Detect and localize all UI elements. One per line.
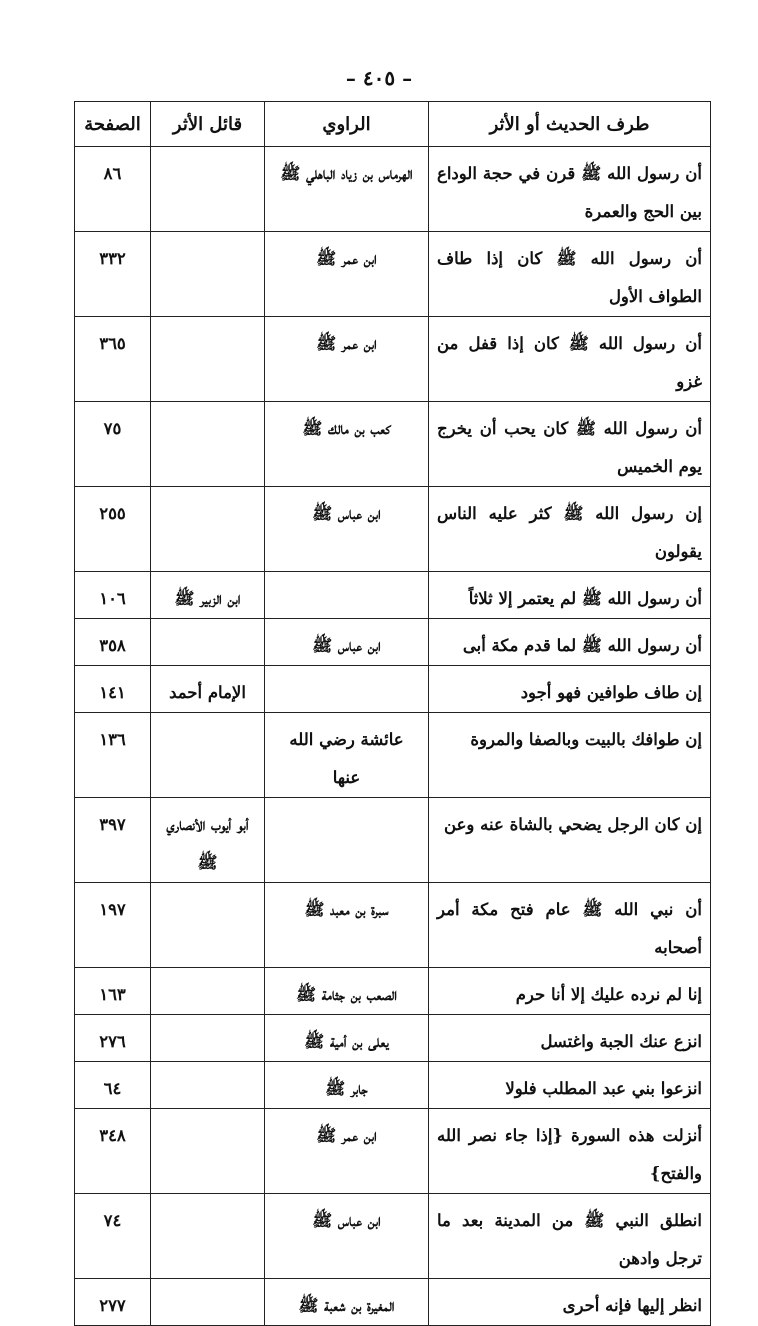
narrator-cell: المغيرة بن شعبة ﷺ — [265, 1279, 429, 1326]
hadith-text: أنزلت هذه السورة {إذا جاء نصر الله والفتح} — [429, 1109, 711, 1194]
hadith-text: إن رسول الله ﷺ كثر عليه الناس يقولون — [429, 487, 711, 572]
narrator-cell: كعب بن مالك ﷺ — [265, 402, 429, 487]
sayer-cell — [151, 1194, 265, 1279]
page-ref-cell: ٣٥٨ — [75, 619, 151, 666]
sayer-cell — [151, 1279, 265, 1326]
narrator-cell: ابن عباس ﷺ — [265, 1194, 429, 1279]
hadith-text: انزع عنك الجبة واغتسل — [429, 1015, 711, 1062]
table-row — [75, 666, 711, 713]
sayer-cell — [151, 232, 265, 317]
narrator-cell: جابر ﷺ — [265, 1062, 429, 1109]
table-row — [75, 883, 711, 968]
narrator-cell: ابن عباس ﷺ — [265, 487, 429, 572]
narrator-cell: ابن عمر ﷺ — [265, 317, 429, 402]
table-row — [75, 1194, 711, 1279]
hadith-index-table — [74, 101, 711, 1326]
table-row — [75, 1109, 711, 1194]
page-ref-cell: ٢٧٧ — [75, 1279, 151, 1326]
page-ref-cell: ٣٤٨ — [75, 1109, 151, 1194]
narrator-cell: ابن عمر ﷺ — [265, 1109, 429, 1194]
table-row — [75, 487, 711, 572]
hadith-text: أن رسول الله ﷺ لم يعتمر إلا ثلاثاً — [429, 572, 711, 619]
hadith-text: إن طوافك بالبيت وبالصفا والمروة — [429, 713, 711, 798]
sayer-cell — [151, 402, 265, 487]
table-row — [75, 1062, 711, 1109]
narrator-cell: سبرة بن معبد ﷺ — [265, 883, 429, 968]
page-ref-cell: ١٣٦ — [75, 713, 151, 798]
hadith-text: أن رسول الله ﷺ كان إذا قفل من غزو — [429, 317, 711, 402]
narrator-cell — [265, 666, 429, 713]
narrator-cell: يعلى بن أمية ﷺ — [265, 1015, 429, 1062]
table-row — [75, 147, 711, 232]
sayer-cell: ابن الزبير ﷺ — [151, 572, 265, 619]
page-ref-cell: ٦٤ — [75, 1062, 151, 1109]
page-ref-cell: ١٤١ — [75, 666, 151, 713]
sayer-cell — [151, 147, 265, 232]
narrator-cell: ابن عباس ﷺ — [265, 619, 429, 666]
page-ref-cell: ٨٦ — [75, 147, 151, 232]
sayer-cell — [151, 1062, 265, 1109]
sayer-cell — [151, 713, 265, 798]
table-row — [75, 1015, 711, 1062]
sayer-cell — [151, 619, 265, 666]
hadith-text: إن كان الرجل يضحي بالشاة عنه وعن — [429, 798, 711, 883]
page-ref-cell: ٣٩٧ — [75, 798, 151, 883]
sayer-cell — [151, 1109, 265, 1194]
hadith-text: انزعوا بني عبد المطلب فلولا — [429, 1062, 711, 1109]
sayer-cell — [151, 1015, 265, 1062]
sayer-cell — [151, 968, 265, 1015]
narrator-cell: الصعب بن جثامة ﷺ — [265, 968, 429, 1015]
sayer-cell: أبو أيوب الأنصاري ﷺ — [151, 798, 265, 883]
page-ref-cell: ٣٣٢ — [75, 232, 151, 317]
page-ref-cell: ٢٥٥ — [75, 487, 151, 572]
sayer-cell — [151, 317, 265, 402]
page-ref-cell: ١٦٣ — [75, 968, 151, 1015]
header-narrator: الراوي — [265, 102, 429, 147]
hadith-text: أن رسول الله ﷺ كان يحب أن يخرج يوم الخميس — [429, 402, 711, 487]
header-sayer: قائل الأثر — [151, 102, 265, 147]
page-ref-cell: ١٩٧ — [75, 883, 151, 968]
header-row — [75, 102, 711, 147]
page-ref-cell: ١٠٦ — [75, 572, 151, 619]
page-ref-cell: ٧٤ — [75, 1194, 151, 1279]
hadith-text: أن رسول الله ﷺ لما قدم مكة أبى — [429, 619, 711, 666]
hadith-text: إنا لم نرده عليك إلا أنا حرم — [429, 968, 711, 1015]
narrator-cell: عائشة رضي الله عنها — [265, 713, 429, 798]
hadith-text: أن رسول الله ﷺ كان إذا طاف الطواف الأول — [429, 232, 711, 317]
sayer-cell — [151, 883, 265, 968]
hadith-text: إن طاف طوافين فهو أجود — [429, 666, 711, 713]
narrator-cell — [265, 572, 429, 619]
table-row — [75, 317, 711, 402]
narrator-cell — [265, 798, 429, 883]
hadith-text: انطلق النبي ﷺ من المدينة بعد ما ترجل وادهن — [429, 1194, 711, 1279]
narrator-cell: الهرماس بن زياد الباهلي ﷺ — [265, 147, 429, 232]
page-number: – ٤٠٥ – — [345, 66, 413, 90]
table-row — [75, 968, 711, 1015]
table-row — [75, 402, 711, 487]
page-ref-cell: ٢٧٦ — [75, 1015, 151, 1062]
hadith-text: انظر إليها فإنه أحرى — [429, 1279, 711, 1326]
table-row — [75, 232, 711, 317]
narrator-cell: ابن عمر ﷺ — [265, 232, 429, 317]
header-page: الصفحة — [75, 102, 151, 147]
page-ref-cell: ٣٦٥ — [75, 317, 151, 402]
sayer-cell — [151, 487, 265, 572]
header-text: طرف الحديث أو الأثر — [429, 102, 711, 147]
hadith-text: أن رسول الله ﷺ قرن في حجة الوداع بين الحج والعمرة — [429, 147, 711, 232]
table-row — [75, 572, 711, 619]
table-row — [75, 713, 711, 798]
page-ref-cell: ٧٥ — [75, 402, 151, 487]
sayer-cell: الإمام أحمد — [151, 666, 265, 713]
table-row — [75, 1279, 711, 1326]
table-row — [75, 619, 711, 666]
table-row — [75, 798, 711, 883]
hadith-text: أن نبي الله ﷺ عام فتح مكة أمر أصحابه — [429, 883, 711, 968]
